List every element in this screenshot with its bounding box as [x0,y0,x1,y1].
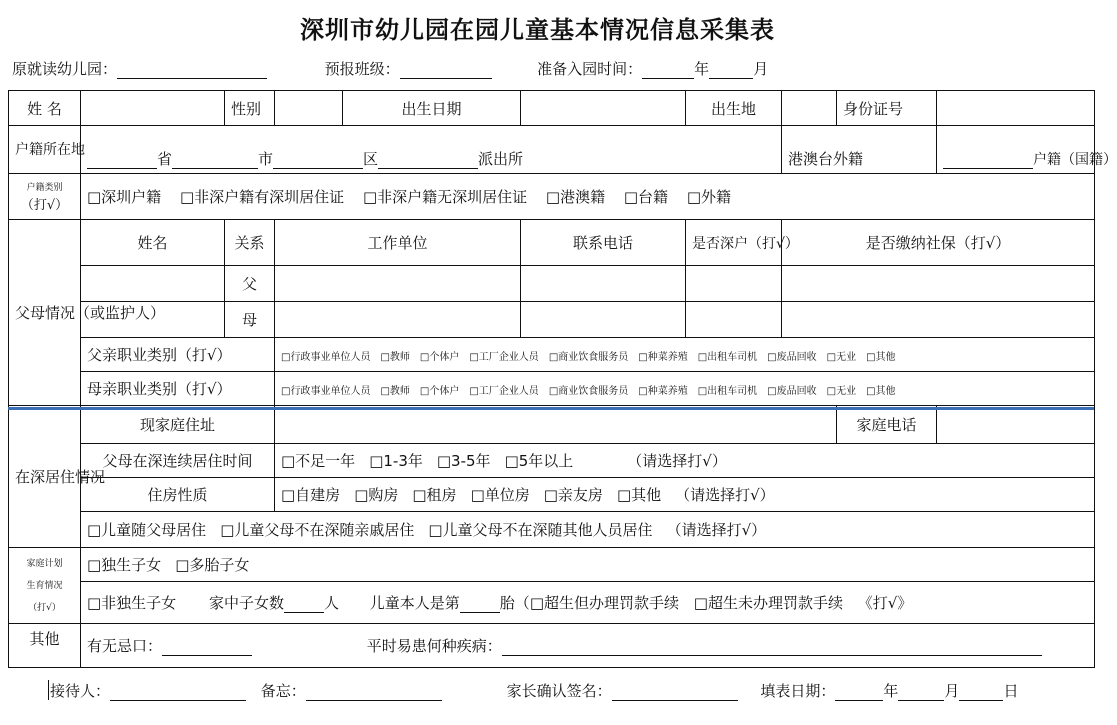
class-label: 预报班级： [324,60,400,78]
enroll-time-label: 准备入园时间： [537,60,643,78]
stay-hint: （请选择打√） [627,452,727,470]
father-job-label: 父亲职业类别（打√） [81,338,275,372]
option-non-sz-with-permit[interactable]: □非深户籍有深圳居住证 [179,188,345,206]
disease-field[interactable] [502,639,1042,656]
huji-type-label-bottom: （打√） [20,197,69,213]
job-other[interactable]: □其他 [866,351,896,363]
job-taxi[interactable]: □出租车司机 [697,385,758,397]
children-count-label: 家中子女数 [208,594,284,612]
footer-row [50,680,1018,701]
huji-address[interactable] [81,126,782,174]
job-admin[interactable]: □行政事业单位人员 [281,351,371,363]
fill-day-field[interactable] [959,684,1003,701]
huji-country-label: 户籍（国籍） [1033,152,1117,168]
enroll-year-field[interactable] [642,62,694,79]
diet-field[interactable] [162,639,252,656]
fill-day-label: 日 [1003,682,1019,700]
address-label: 现家庭住址 [81,406,275,444]
family-plan-label-a: 家庭计划 [26,558,63,569]
housing-hint: （请选择打√） [675,486,775,504]
header-row [12,58,768,79]
job-factory[interactable]: □工厂企业人员 [469,385,539,397]
father-shenhu-field[interactable] [686,266,782,302]
housing-other[interactable]: □其他 [616,486,662,504]
gender-field[interactable] [275,91,343,126]
receiver-label: 接待人： [50,682,111,700]
prev-kindergarten-field[interactable] [117,62,267,79]
tick-hint: 《打√》 [857,594,913,612]
mother-shenhu-field[interactable] [686,302,782,338]
city-label: 市 [258,150,274,168]
job-farming[interactable]: □种菜养殖 [638,351,688,363]
birth-label: 胎（ [499,594,530,612]
address-field[interactable] [275,406,837,444]
home-phone-label: 家庭电话 [837,406,937,444]
fill-year-field[interactable] [835,684,883,701]
other-row [81,624,1095,668]
mother-relation: 母 [225,302,275,338]
housing-label: 住房性质 [81,478,275,512]
prev-kindergarten-label: 原就读幼儿园： [12,60,118,78]
birth-place-field[interactable] [782,91,837,126]
birth-date-field[interactable] [521,91,686,126]
job-teacher[interactable]: □教师 [380,351,410,363]
form-title: 深圳市幼儿园在园儿童基本情况信息采集表 [300,15,775,44]
job-taxi[interactable]: □出租车司机 [697,351,758,363]
huji-label: 户籍所在地 [9,126,81,174]
diet-label: 有无忌口： [87,637,163,655]
huji-type-label [9,174,81,220]
job-farming[interactable]: □种菜养殖 [638,385,688,397]
job-teacher[interactable]: □教师 [380,385,410,397]
father-social-field[interactable] [782,266,1095,302]
gender-label: 性别 [225,91,275,126]
receiver-field[interactable] [110,684,246,701]
job-recycling[interactable]: □废品回收 [767,385,817,397]
mother-job-label: 母亲职业类别（打√） [81,372,275,406]
children-count-field[interactable] [284,596,324,613]
enroll-month-field[interactable] [709,62,753,79]
col-shenhu: 是否深户（打√） [686,220,782,266]
job-unemployed[interactable]: □无业 [826,385,857,397]
year-label: 年 [694,60,710,78]
fill-year-label: 年 [883,682,899,700]
id-field[interactable] [937,91,1095,126]
option-only-child[interactable]: □独生子女 [87,556,162,574]
job-service[interactable]: □商业饮食服务员 [548,385,629,397]
father-phone-field[interactable] [521,266,686,302]
option-not-fined[interactable]: □超生未办理罚款手续 [693,594,843,612]
living-with-others[interactable]: □儿童父母不在深随其他人员居住 [428,521,653,539]
name-field[interactable] [81,91,225,126]
child-order-label: 儿童本人是第 [369,594,460,612]
living-with-parents[interactable]: □儿童随父母居住 [87,521,207,539]
housing-self-built[interactable]: □自建房 [281,486,341,504]
housing-rented[interactable]: □租房 [412,486,457,504]
birth-place-label: 出生地 [686,91,782,126]
living-options[interactable] [81,512,1095,548]
non-only-child-row[interactable] [81,582,1095,624]
mother-social-field[interactable] [782,302,1095,338]
option-fined[interactable]: □超生但办理罚款手续 [529,594,679,612]
col-phone: 联系电话 [521,220,686,266]
province-label: 省 [157,150,173,168]
father-job-options[interactable] [275,338,1095,372]
father-relation: 父 [225,266,275,302]
parents-label: 父母情况（或监护人） [9,220,81,406]
home-phone-field[interactable] [937,406,1095,444]
fill-month-field[interactable] [898,684,944,701]
job-admin[interactable]: □行政事业单位人员 [281,385,371,397]
month-label: 月 [753,60,769,78]
memo-field[interactable] [306,684,442,701]
job-self-employed[interactable]: □个体户 [419,385,460,397]
job-factory[interactable]: □工厂企业人员 [469,351,539,363]
option-taiwan[interactable]: □台籍 [623,188,669,206]
text-cursor [48,680,49,700]
job-service[interactable]: □商业饮食服务员 [548,351,629,363]
stay-time-options[interactable] [275,444,1095,478]
other-label: 其他 [9,624,81,668]
child-order-field[interactable] [460,596,500,613]
birth-date-label: 出生日期 [343,91,521,126]
job-unemployed[interactable]: □无业 [826,351,857,363]
person-label: 人 [323,594,339,612]
family-plan-label [9,548,81,624]
father-work-field[interactable] [275,266,521,302]
option-hk-macau[interactable]: □港澳籍 [545,188,606,206]
only-child-options[interactable] [81,548,1095,582]
option-non-sz-no-permit[interactable]: □非深户籍无深圳居住证 [362,188,528,206]
fill-date-label: 填表日期： [760,682,836,700]
housing-purchased[interactable]: □购房 [354,486,399,504]
living-hint: （请选择打√） [666,521,767,539]
col-relation: 关系 [225,220,275,266]
parent-sign-field[interactable] [612,684,738,701]
stay-1-3[interactable]: □1-3年 [369,452,423,470]
huji-type-options[interactable] [81,174,1095,220]
job-self-employed[interactable]: □个体户 [419,351,460,363]
col-name: 姓名 [81,220,225,266]
stay-gt5[interactable]: □5年以上 [504,452,574,470]
police-label: 派出所 [478,150,524,168]
option-shenzhen-huji[interactable]: □深圳户籍 [87,188,162,206]
option-foreign[interactable]: □外籍 [686,188,732,206]
selection-divider [8,407,1094,410]
district-label: 区 [363,150,379,168]
living-with-relatives[interactable]: □儿童父母不在深随亲戚居住 [220,521,415,539]
stay-time-label: 父母在深连续居住时间 [81,444,275,478]
mother-work-field[interactable] [275,302,521,338]
disease-label: 平时易患何种疾病： [366,637,502,655]
stay-3-5[interactable]: □3-5年 [436,452,491,470]
id-label: 身份证号 [837,91,937,126]
residence-label: 在深居住情况 [9,406,81,548]
mother-job-options[interactable] [275,372,1095,406]
family-plan-label-b: 生育情况 [26,580,63,591]
memo-label: 备忘： [260,682,306,700]
fill-month-label: 月 [944,682,960,700]
name-label: 姓 名 [9,91,81,126]
col-work: 工作单位 [275,220,521,266]
option-non-only-child[interactable]: □非独生子女 [87,594,177,612]
stay-lt1[interactable]: □不足一年 [281,452,356,470]
housing-unit[interactable]: □单位房 [470,486,530,504]
mother-phone-field[interactable] [521,302,686,338]
info-form-table [8,90,1117,668]
class-field[interactable] [400,62,492,79]
father-name-field[interactable] [81,266,225,302]
housing-options[interactable] [275,478,1095,512]
parent-sign-label: 家长确认签名： [506,682,612,700]
hmt-foreign-label: 港澳台外籍 [782,126,937,174]
job-other[interactable]: □其他 [866,385,896,397]
option-multi-child[interactable]: □多胎子女 [175,556,250,574]
huji-country-field[interactable] [937,126,1117,174]
housing-relatives[interactable]: □亲友房 [543,486,603,504]
huji-type-label-top: 户籍类别 [26,182,63,193]
family-plan-label-c: （打√） [28,602,61,613]
col-social: 是否缴纳社保（打√） [782,220,1095,266]
job-recycling[interactable]: □废品回收 [767,351,817,363]
